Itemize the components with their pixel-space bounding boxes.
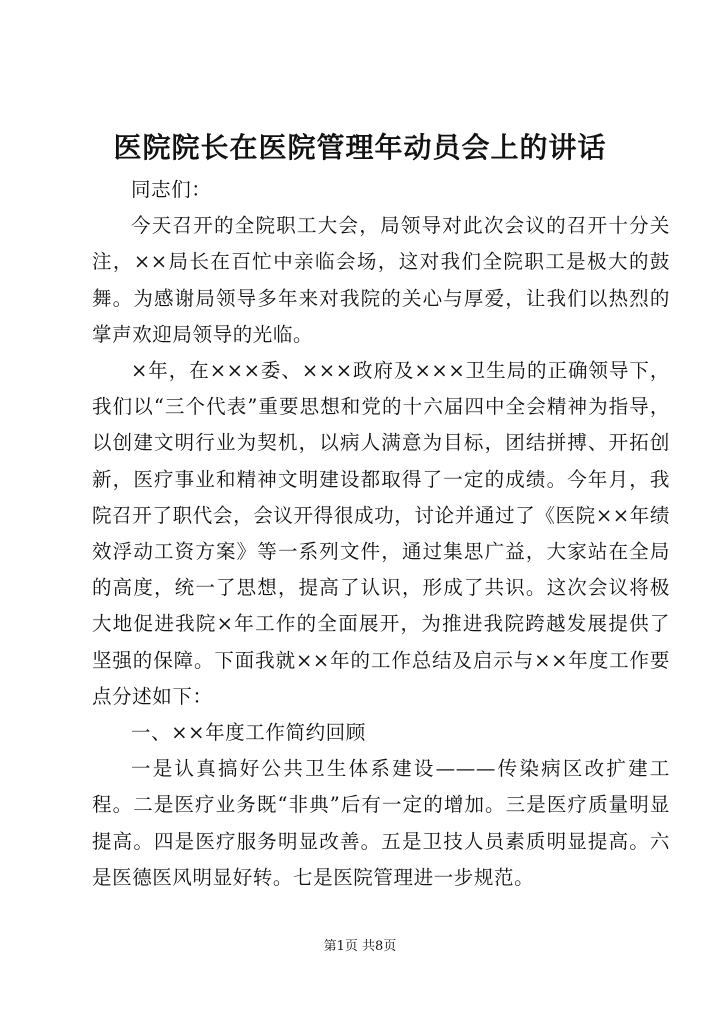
document-title: 医院院长在医院管理年动员会上的讲话	[113, 131, 607, 164]
document-body	[92, 172, 670, 896]
summary-paragraph: 一是认真搞好公共卫生体系建设———传染病区改扩建工程。二是医疗业务既“非典”后有一定的增加。三是医疗质量明显提高。四是医疗服务明显改善。五是卫技人员素质明显提高。六是医德医风明显好转。七是医院管理进一步规范。	[92, 757, 670, 889]
review-paragraph: ×年，在×××委、×××政府及×××卫生局的正确领导下，我们以“三个代表”重要思想和党的十六届四中全会精神为指导，以创建文明行业为契机，以病人满意为目标，团结拼搏、开拓创新，医疗事业和精神文明建设都取得了一定的成绩。今年月，我院召开了职代会，会议开得很成功，讨论并通过了《医院××年绩效浮动工资方案》等一系列文件，通过集思广益，大家站在全局的高度，统一了思想，提高了认识，形成了共识。这次会议将极大地促进我院×年工作的全面展开，为推进我院跨越发展提供了坚强的保障。下面我就××年的工作总结及启示与××年度工作要点分述如下：	[92, 359, 670, 708]
opening-paragraph: 今天召开的全院职工大会，局领导对此次会议的召开十分关注，××局长在百忙中亲临会场，这对我们全院职工是极大的鼓舞。为感谢局领导多年来对我院的关心与厚爱，让我们以热烈的掌声欢迎局领导的光临。	[92, 214, 670, 346]
section-heading: 一、××年度工作简约回顾	[131, 721, 366, 745]
salutation-paragraph: 同志们：	[131, 178, 212, 201]
page-footer: 第1页 共8页	[323, 939, 397, 954]
